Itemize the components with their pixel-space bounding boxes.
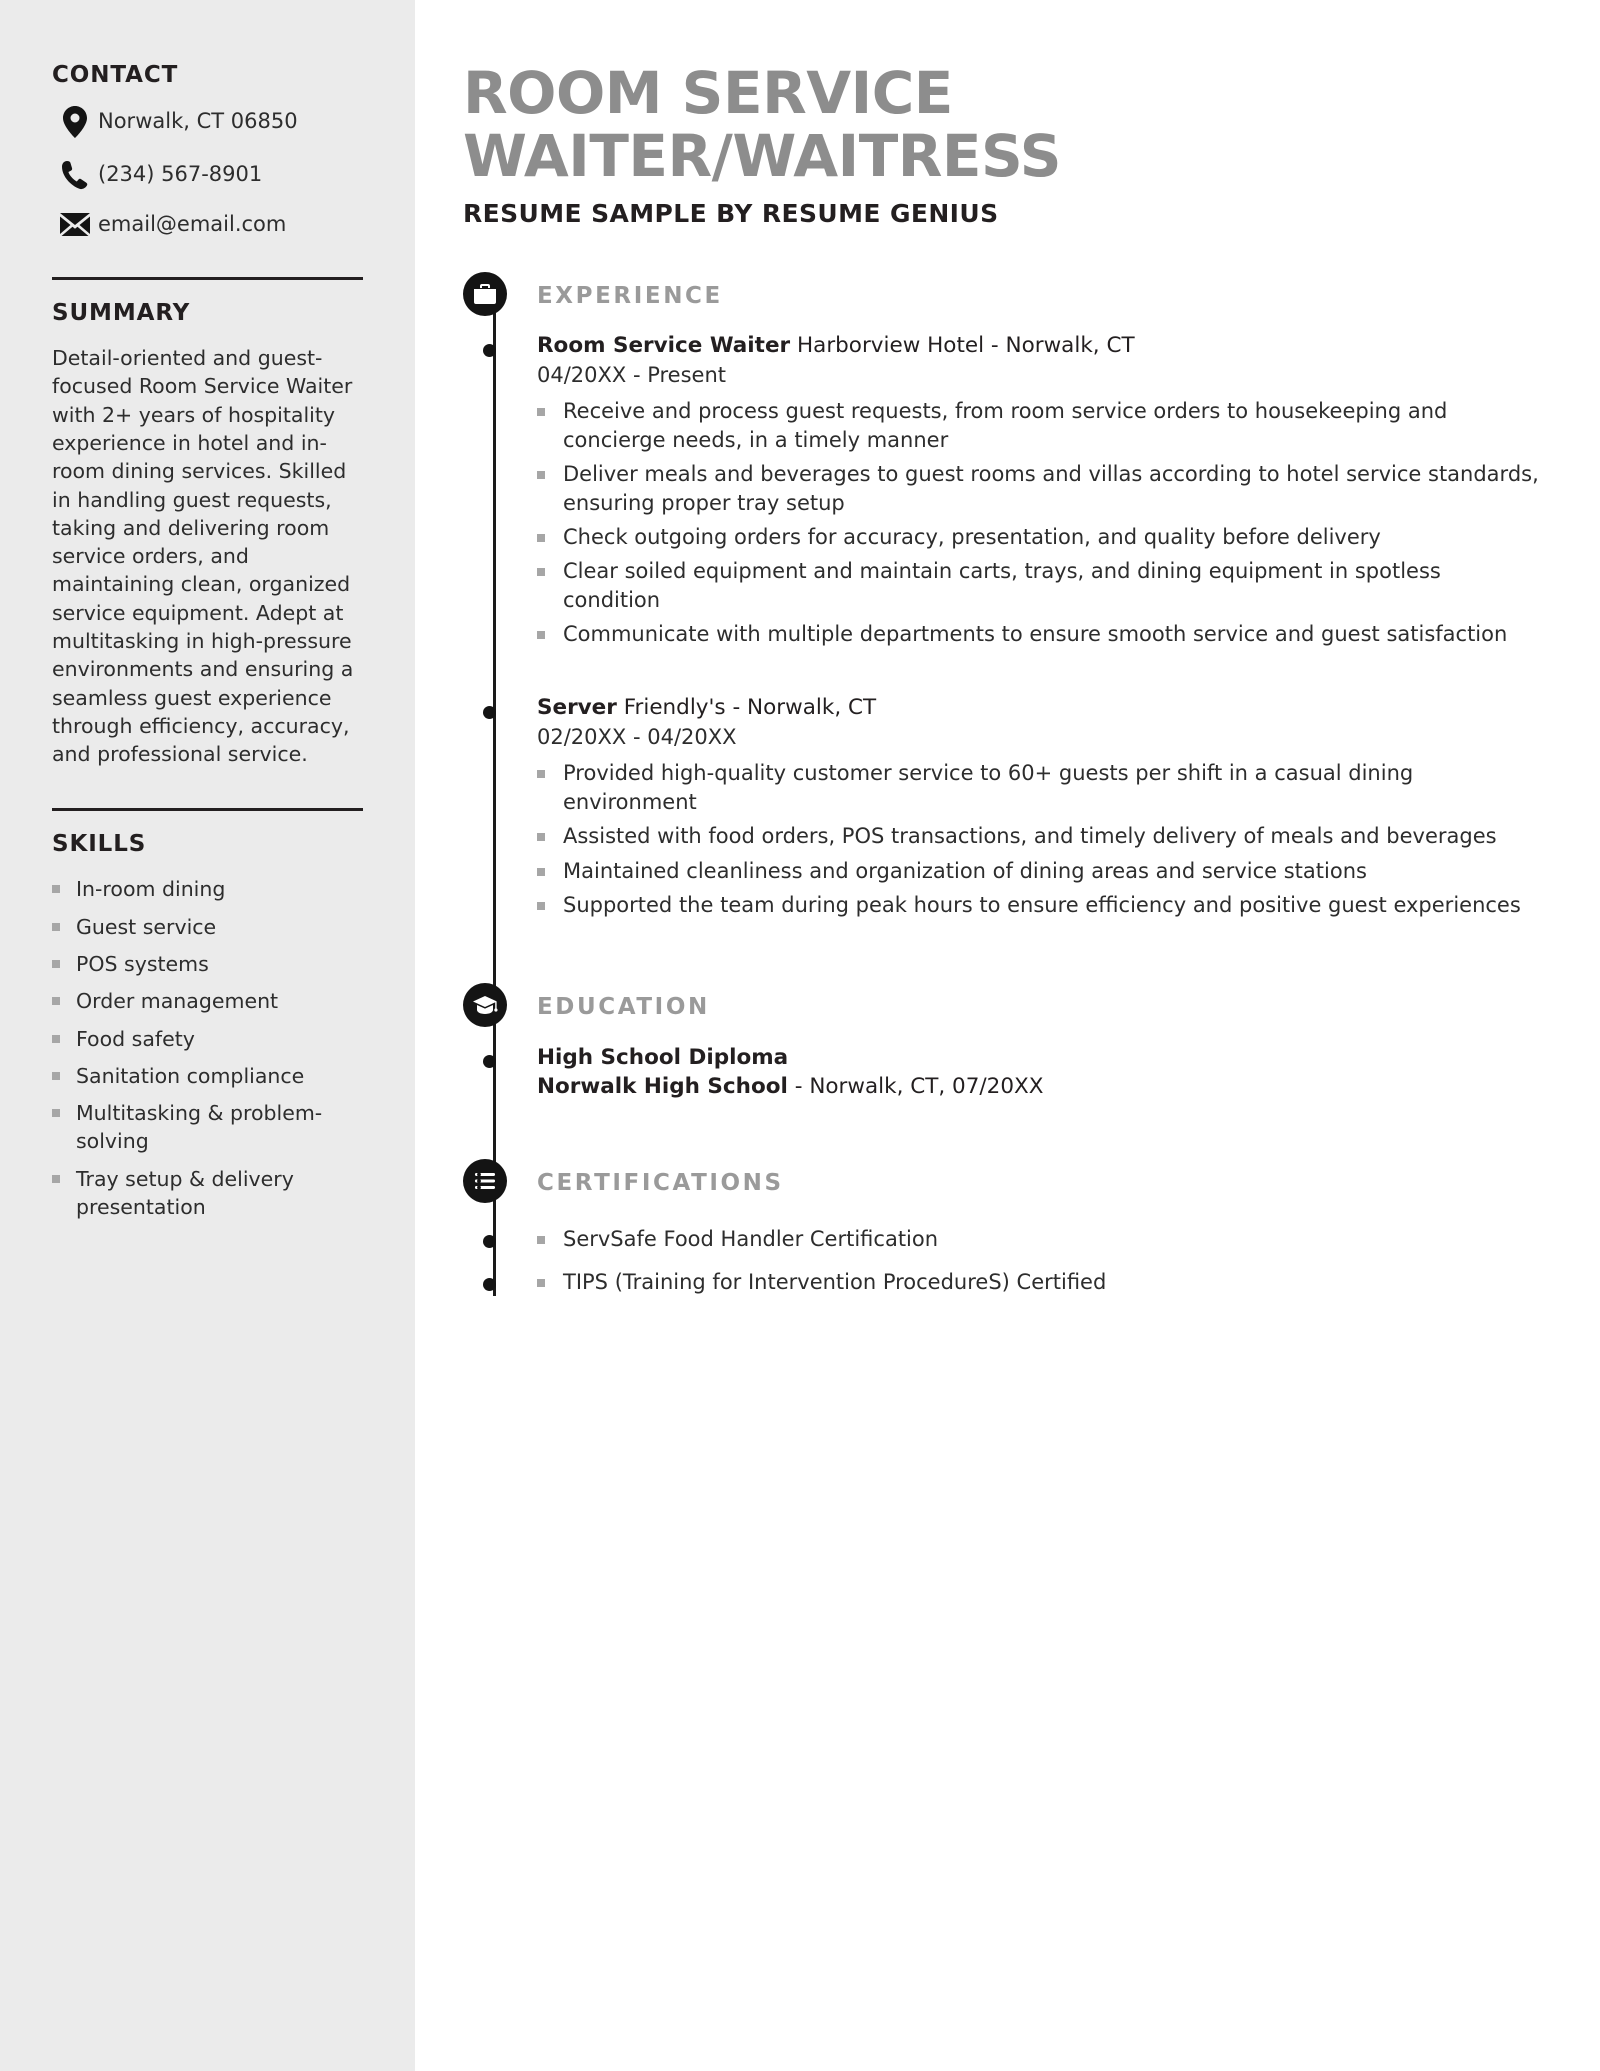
job-bullet-list bbox=[537, 397, 1540, 648]
bullet-square-icon bbox=[52, 885, 60, 893]
page-subtitle: RESUME SAMPLE BY RESUME GENIUS bbox=[463, 199, 999, 229]
job-bullet-text: Supported the team during peak hours to ensure efficiency and positive guest experiences bbox=[563, 892, 1521, 917]
education-school-name: Norwalk High School bbox=[537, 1074, 788, 1100]
page-title: ROOM SERVICE WAITER/WAITRESS bbox=[463, 59, 1061, 190]
job-bullet-text: Deliver meals and beverages to guest rooms and villas according to hotel service standards, ensuring proper tray setup bbox=[563, 462, 1539, 515]
bullet-square-icon bbox=[52, 960, 60, 968]
summary-text: Detail-oriented and guest-focused Room Service Waiter with 2+ years of hospitality experience in hotel and in-room dining services. Skilled in handling guest requests, taking and delivering room service orders, and maintaining clean, organized service equipment. Adept at multitasking in high-pressure environments and ensuring a seamless guest experience through efficiency, accuracy, and professional service. bbox=[52, 346, 354, 767]
contact-phone-value: (234) 567-8901 bbox=[98, 162, 263, 187]
skill-label: Sanitation compliance bbox=[76, 1063, 305, 1088]
certifications-section bbox=[537, 1159, 1540, 1296]
skill-label: In-room dining bbox=[76, 877, 226, 902]
education-section bbox=[537, 983, 1540, 1101]
certification-label: ServSafe Food Handler Certification bbox=[563, 1227, 939, 1252]
job-title: Room Service Waiter bbox=[537, 333, 791, 359]
job-bullet bbox=[537, 620, 1540, 648]
job-bullet bbox=[537, 857, 1540, 885]
skill-label: Guest service bbox=[76, 914, 217, 939]
job-bullet-text: Clear soiled equipment and maintain carts, trays, and dining equipment in spotless condition bbox=[563, 559, 1441, 612]
contact-row-location bbox=[52, 106, 363, 138]
skill-item bbox=[52, 987, 363, 1015]
skill-item bbox=[52, 950, 363, 978]
experience-entry bbox=[537, 332, 1540, 648]
bullet-square-icon bbox=[537, 770, 545, 778]
skill-item bbox=[52, 1165, 363, 1222]
job-dates: 04/20XX - Present bbox=[537, 363, 727, 388]
contact-email-value: email@email.com bbox=[98, 212, 287, 236]
skill-item bbox=[52, 875, 363, 903]
skill-item bbox=[52, 1099, 363, 1156]
bullet-square-icon bbox=[537, 471, 545, 479]
sidebar bbox=[0, 0, 415, 2071]
spacer-education bbox=[537, 925, 1540, 983]
education-heading: EDUCATION bbox=[537, 994, 710, 1021]
skills-section bbox=[52, 831, 363, 1221]
job-bullet bbox=[537, 523, 1540, 551]
timeline-dot bbox=[483, 1278, 496, 1291]
skill-item bbox=[52, 1062, 363, 1090]
job-title: Server bbox=[537, 695, 617, 721]
education-school-detail: - Norwalk, CT, 07/20XX bbox=[787, 1074, 1044, 1100]
experience-section bbox=[537, 272, 1540, 919]
bullet-square-icon bbox=[537, 833, 545, 841]
bullet-square-icon bbox=[52, 1035, 60, 1043]
bullet-square-icon bbox=[52, 997, 60, 1005]
summary-section bbox=[52, 300, 363, 768]
list-icon bbox=[463, 1159, 507, 1203]
contact-section bbox=[52, 62, 363, 237]
certifications-list bbox=[537, 1225, 1540, 1296]
bullet-square-icon bbox=[537, 408, 545, 416]
contact-heading: CONTACT bbox=[52, 62, 179, 88]
contact-row-email bbox=[52, 212, 363, 237]
experience-header bbox=[537, 272, 1540, 320]
main-content bbox=[415, 0, 1600, 2071]
skill-label: Food safety bbox=[76, 1026, 195, 1051]
bullet-square-icon bbox=[52, 1109, 60, 1117]
certifications-heading: CERTIFICATIONS bbox=[537, 1170, 784, 1197]
envelope-icon bbox=[52, 213, 98, 237]
job-bullet bbox=[537, 759, 1540, 816]
bullet-square-icon bbox=[537, 1236, 545, 1244]
skill-label: Tray setup & delivery presentation bbox=[76, 1166, 294, 1219]
briefcase-icon bbox=[463, 272, 507, 316]
job-bullet-list bbox=[537, 759, 1540, 919]
skill-item bbox=[52, 913, 363, 941]
job-header bbox=[537, 694, 1540, 722]
experience-entry bbox=[537, 694, 1540, 919]
divider-summary bbox=[52, 277, 363, 280]
spacer-certifications bbox=[537, 1101, 1540, 1159]
education-degree bbox=[537, 1043, 1540, 1072]
contact-row-phone bbox=[52, 160, 363, 190]
bullet-square-icon bbox=[537, 902, 545, 910]
bullet-square-icon bbox=[537, 1279, 545, 1287]
job-header bbox=[537, 332, 1540, 360]
job-bullet-text: Provided high-quality customer service to 60+ guests per shift in a casual dining environment bbox=[563, 761, 1414, 814]
graduation-cap-icon bbox=[463, 983, 507, 1027]
job-bullet bbox=[537, 822, 1540, 850]
skill-label: Multitasking & problem-solving bbox=[76, 1101, 323, 1154]
job-bullet-text: Check outgoing orders for accuracy, presentation, and quality before delivery bbox=[563, 524, 1381, 549]
bullet-square-icon bbox=[52, 923, 60, 931]
education-degree-text: High School Diploma bbox=[537, 1045, 789, 1071]
divider-skills bbox=[52, 808, 363, 811]
bullet-square-icon bbox=[537, 631, 545, 639]
summary-heading: SUMMARY bbox=[52, 300, 191, 327]
experience-heading: EXPERIENCE bbox=[537, 283, 723, 310]
job-company: Harborview Hotel - Norwalk, CT bbox=[790, 333, 1135, 359]
education-school bbox=[537, 1072, 1540, 1101]
bullet-square-icon bbox=[537, 568, 545, 576]
education-header bbox=[537, 983, 1540, 1031]
job-bullet-text: Communicate with multiple departments to ensure smooth service and guest satisfaction bbox=[563, 621, 1508, 646]
certification-label: TIPS (Training for Intervention ProcedureS) Certified bbox=[563, 1269, 1107, 1294]
skills-list bbox=[52, 875, 363, 1221]
job-company: Friendly's - Norwalk, CT bbox=[616, 695, 877, 721]
job-bullet bbox=[537, 397, 1540, 454]
bullet-square-icon bbox=[537, 534, 545, 542]
skill-item bbox=[52, 1025, 363, 1053]
certifications-header bbox=[537, 1159, 1540, 1207]
timeline bbox=[463, 272, 1540, 1296]
experience-jobs bbox=[537, 332, 1540, 919]
job-bullet bbox=[537, 460, 1540, 517]
bullet-square-icon bbox=[52, 1175, 60, 1183]
skill-label: POS systems bbox=[76, 951, 209, 976]
bullet-square-icon bbox=[537, 868, 545, 876]
job-bullet-text: Assisted with food orders, POS transactions, and timely delivery of meals and beverages bbox=[563, 824, 1497, 849]
skills-heading: SKILLS bbox=[52, 831, 147, 858]
job-bullet bbox=[537, 891, 1540, 919]
job-bullet bbox=[537, 557, 1540, 614]
location-pin-icon bbox=[52, 106, 98, 138]
job-dates: 02/20XX - 04/20XX bbox=[537, 725, 737, 750]
job-bullet-text: Maintained cleanliness and organization of dining areas and service stations bbox=[563, 858, 1367, 883]
timeline-axis bbox=[493, 286, 496, 1296]
phone-icon bbox=[52, 160, 98, 190]
job-bullet-text: Receive and process guest requests, from room service orders to housekeeping and concierge needs, in a timely manner bbox=[563, 399, 1448, 452]
contact-location-value: Norwalk, CT 06850 bbox=[98, 109, 298, 134]
education-entry bbox=[537, 1043, 1540, 1101]
bullet-square-icon bbox=[52, 1072, 60, 1080]
skill-label: Order management bbox=[76, 989, 279, 1014]
certification-item bbox=[537, 1225, 1540, 1253]
certification-item bbox=[537, 1268, 1540, 1296]
